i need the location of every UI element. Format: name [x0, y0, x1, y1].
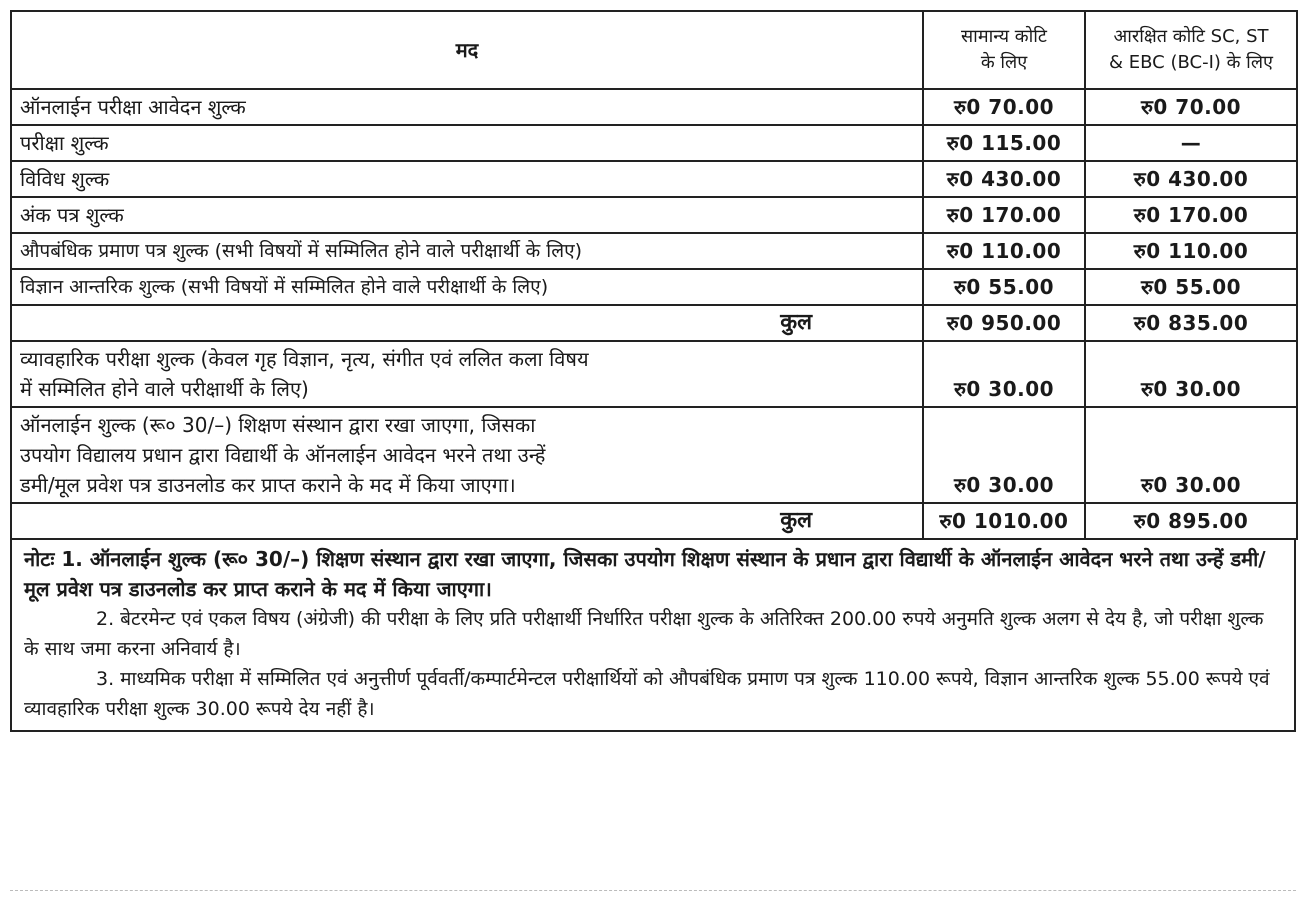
practical-item	[11, 341, 923, 407]
header-general-line1: सामान्य कोटि	[961, 26, 1047, 47]
row-item: अंक पत्र शुल्क	[11, 197, 923, 233]
row-general: रु0 110.00	[923, 233, 1085, 269]
practical-general: रु0 30.00	[923, 341, 1085, 407]
online-row	[11, 407, 1297, 503]
row-general: रु0 430.00	[923, 161, 1085, 197]
online-item	[11, 407, 923, 503]
total-row	[11, 503, 1297, 539]
practical-reserved: रु0 30.00	[1085, 341, 1297, 407]
online-line2: उपयोग विद्यालय प्रधान द्वारा विद्यार्थी के ऑनलाईन आवेदन भरने तथा उन्हें	[20, 443, 546, 467]
header-general-line2: के लिए	[980, 52, 1028, 73]
practical-line2: में सम्मिलित होने वाले परीक्षार्थी के लिए)	[20, 377, 309, 401]
row-reserved: —	[1085, 125, 1297, 161]
row-item: विविध शुल्क	[11, 161, 923, 197]
subtotal-general: रु0 950.00	[923, 305, 1085, 341]
total-general: रु0 1010.00	[923, 503, 1085, 539]
row-item: ऑनलाईन परीक्षा आवेदन शुल्क	[11, 89, 923, 125]
online-line3: डमी/मूल प्रवेश पत्र डाउनलोड कर प्राप्त कराने के मद में किया जाएगा।	[20, 473, 516, 497]
row-reserved: रु0 70.00	[1085, 89, 1297, 125]
row-item: विज्ञान आन्तरिक शुल्क (सभी विषयों में सम्मिलित होने वाले परीक्षार्थी के लिए)	[11, 269, 923, 305]
row-item: औपबंधिक प्रमाण पत्र शुल्क (सभी विषयों में सम्मिलित होने वाले परीक्षार्थी के लिए)	[11, 233, 923, 269]
row-general: रु0 170.00	[923, 197, 1085, 233]
online-general: रु0 30.00	[923, 407, 1085, 503]
table-row	[11, 161, 1297, 197]
row-general: रु0 55.00	[923, 269, 1085, 305]
table-row	[11, 197, 1297, 233]
header-general	[923, 11, 1085, 89]
row-general: रु0 70.00	[923, 89, 1085, 125]
row-general: रु0 115.00	[923, 125, 1085, 161]
practical-line1: व्यावहारिक परीक्षा शुल्क (केवल गृह विज्ञान, नृत्य, संगीत एवं ललित कला विषय	[20, 347, 589, 371]
header-reserved-line2: & EBC (BC-I) के लिए	[1109, 52, 1273, 73]
practical-row	[11, 341, 1297, 407]
subtotal-row	[11, 305, 1297, 341]
total-label: कुल	[11, 503, 923, 539]
note-2: 2. बेटरमेन्ट एवं एकल विषय (अंग्रेजी) की परीक्षा के लिए प्रति परीक्षार्थी निर्धारित परीक्षा शुल्क के अतिरिक्त 200.00 रुपये अनुमति शुल्क अलग से देय है, जो परीक्षा शुल्क के साथ जमा करना अनिवार्य है।	[24, 608, 1264, 660]
subtotal-label: कुल	[11, 305, 923, 341]
table-row	[11, 233, 1297, 269]
table-header-row	[11, 11, 1297, 89]
row-reserved: रु0 110.00	[1085, 233, 1297, 269]
note-1: नोटः 1. ऑनलाईन शुल्क (रू० 30/–) शिक्षण संस्थान द्वारा रखा जाएगा, जिसका उपयोग शिक्षण संस्थान के प्रधान द्वारा विद्यार्थी के ऑनलाईन आवेदन भरने तथा उन्हें डमी/मूल प्रवेश पत्र डाउनलोड कर प्राप्त कराने के मद में किया जाएगा।	[24, 547, 1266, 601]
header-reserved-line1: आरक्षित कोटि SC, ST	[1113, 26, 1269, 47]
row-reserved: रु0 55.00	[1085, 269, 1297, 305]
table-row	[11, 89, 1297, 125]
header-item: मद	[11, 11, 923, 89]
row-reserved: रु0 430.00	[1085, 161, 1297, 197]
row-reserved: रु0 170.00	[1085, 197, 1297, 233]
note-3: 3. माध्यमिक परीक्षा में सम्मिलित एवं अनुत्तीर्ण पूर्ववर्ती/कम्पार्टमेन्टल परीक्षार्थियों को औपबंधिक प्रमाण पत्र शुल्क 110.00 रूपये, विज्ञान आन्तरिक शुल्क 55.00 रूपये एवं व्यावहारिक परीक्षा शुल्क 30.00 रूपये देय नहीं है।	[24, 668, 1270, 720]
subtotal-reserved: रु0 835.00	[1085, 305, 1297, 341]
online-reserved: रु0 30.00	[1085, 407, 1297, 503]
table-row	[11, 125, 1297, 161]
fee-document	[10, 10, 1296, 732]
header-reserved	[1085, 11, 1297, 89]
total-reserved: रु0 895.00	[1085, 503, 1297, 539]
page-edge	[10, 890, 1296, 897]
table-row	[11, 269, 1297, 305]
notes-section	[10, 540, 1296, 732]
fee-table	[10, 10, 1298, 540]
row-item: परीक्षा शुल्क	[11, 125, 923, 161]
online-line1: ऑनलाईन शुल्क (रू० 30/–) शिक्षण संस्थान द्वारा रखा जाएगा, जिसका	[20, 413, 536, 437]
